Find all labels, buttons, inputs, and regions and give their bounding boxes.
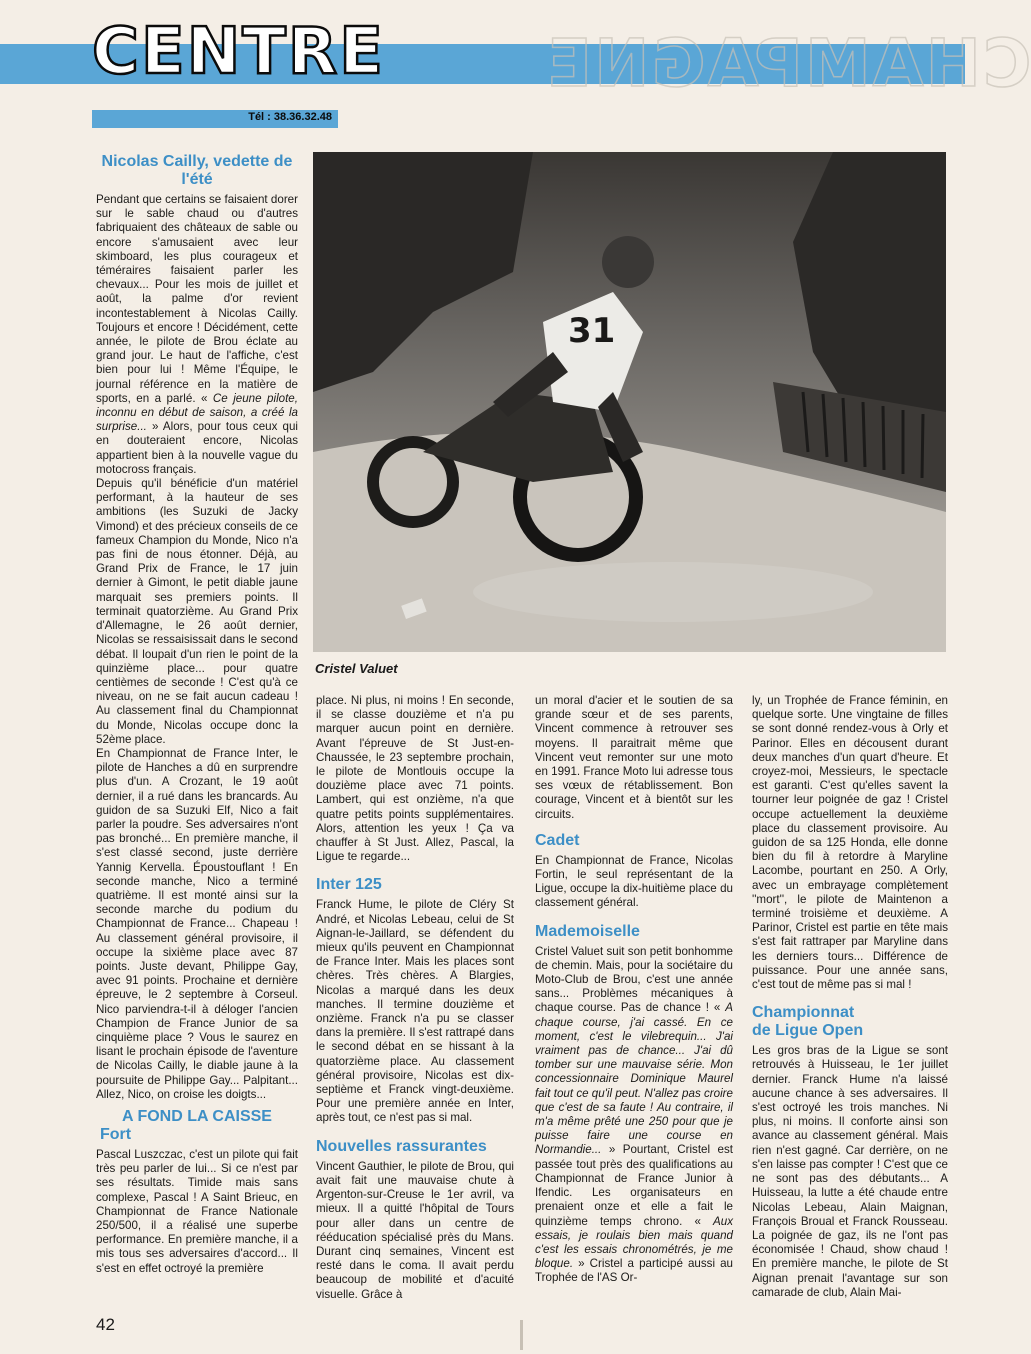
quote: Aux essais, je roulais bien mais quand c'est les essais chronométrés, je me bloque. [535,1214,733,1271]
phone-bar [92,110,338,128]
paragraph: Les gros bras de la Ligue se sont retrouvés à Huisseau, le 1er juillet dernier. Franck Hume n'a laissé aucune chance à ses adversaires. Il s'est octroyé les trois manches. Ni plus, ni moins. Il conforte ainsi son avance au classement général. Mais rien n'est gagné. Car derrière, on ne s'en laisse pas compter ! C'est que ce ne sont pas des débutants... A Huisseau, la lutte a été chaude entre Nicolas Lebeau, Alain Maignan, François Broual et Franck Rousseau. La poignée de gaz, ils ne l'ont pas économisée ! Chaud, show chaud ! En première manche, le pilote de St Aignan prenait l'avantage sur son camarade de club, Alain Mai- [752,1044,948,1299]
paragraph [535,945,733,1286]
paragraph: ly, un Trophée de France féminin, en quelque sorte. Une vingtaine de filles se sont donné rendez-vous à Orly et Parinor. Elles en décousent durant deux manches d'un quart d'heure. Et croyez-moi, Messieurs, le spectacle est garanti. C'est qu'elles savent la tourner leur poignée de gaz ! Cristel occupe actuellement la deuxième place du classement provisoire. Au guidon de sa 125 Honda, elle donne bien du fil à retordre à Maryline Lacombe, pourtant en 250. A Orly, avec un embrayage complètement ''mort'', le pilote de Maintenon a terminé troisième et deuxième. A Parinor, Cristel est partie en tête mais s'est fait rattraper par Maryline dans les derniers tours... Différence de puissance. Pour une année sans, c'est tout de même pas si mal ! [752,694,948,992]
text-run: » Pourtant, Cristel est passée tout près des qualifications au Championnat de France Junior à Ifendic. Les organisateurs en prenaient onze et elle a fait le quinzième temps chrono. « [535,1143,733,1228]
svg-text:31: 31 [568,311,616,351]
paragraph [96,193,298,477]
heading-cadet: Cadet [535,831,580,849]
paragraph: un moral d'acier et le soutien de sa grande sœur et de ses parents, Vincent commence à retrouver ses moyens. Il paraitrait même que Vincent veut remonter sur une moto en 1991. France Moto lui adresse tous ses vœux de rétablissement. Bon courage, Vincent et à bientôt sur les circuits. [535,694,733,821]
text-run: » Cristel a participé aussi au Trophée de l'AS Or- [535,1257,733,1285]
column-3 [535,694,733,1286]
heading-mademoiselle: Mademoiselle [535,922,640,940]
quote: Ce jeune pilote, inconnu en début de saison, a créé la surprise... [96,391,298,434]
page-number: 42 [96,1315,115,1334]
heading-a-fond-la-caisse: A FOND LA CAISSE [122,1108,272,1125]
quote: A chaque course, j'ai cassé. En ce moment, c'est le vilebrequin... J'ai vraiment pas de chance... J'ai dû tomber sur une mauvaise série. Mon concessionnaire Dominique Maurel fait tout ce qu'il peut. N'allez pas croire que c'est de sa faute ! Au contraire, il m'a même prêté une 250 pour que je puisse faire une course en Normandie... [535,1001,733,1157]
paragraph: Depuis qu'il bénéficie d'un matériel performant, à la hauteur de ses ambitions (les Suzuki de Jacky Vimond) et des précieux conseils de ce fameux Champion du Monde, Nico n'a pas fini de nous étonner. Déjà, au Grand Prix de France, le 17 juin dernier à Gimont, le petit diable jaune marquait ses premiers points. Il terminait quatorzième. Au Grand Prix d'Allemagne, le 26 août dernier, Nicolas se ressaisissait dans le second débat. Il loupait d'un rien le point de la quinzième place... pour quatre centièmes de seconde ! C'est qu'à ce niveau, on ne se fait aucun cadeau ! Au classement final du Championnat du Monde, Nicolas occupe donc la 52ème place. [96,477,298,746]
heading-nouvelles-rassurantes: Nouvelles rassurantes [316,1137,487,1155]
section-title: CENTRE [92,15,385,89]
paragraph: Pascal Luszczac, c'est un pilote qui fait très peu parler de lui... Si ce n'est par ses résultats. Timide mais sans complexe, Pascal ! A Saint Brieuc, en Championnat de France Nationale 250/500, il a réalisé une superbe performance. En première manche, il a mis tous ses adversaires d'accord... Il s'est en effet octroyé la première [96,1148,298,1275]
paragraph: En Championnat de France Inter, le pilote de Hanches a dû en surprendre plus d'un. A Crozant, le 19 août dernier, il a rué dans les brancards. Au guidon de sa Suzuki Elf, Nico a fait parler la poudre. Ses adversaires n'ont pas bronché... En première manche, il s'est classé second, juste derrière Yannig Kervella. Époustouflant ! En seconde manche, Nico a terminé quatrième. Il est monté ainsi sur la seconde marche du podium du Championnat de France... Chapeau ! Au classement général provisoire, il occupe la sixième place avec 87 points. Juste devant, Philippe Gay, avec 91 points. Prochaine et dernière épreuve, le 2 septembre à Corseul. Nico parviendra-t-il à déloger l'ancien Champion de France Junior de sa cinquième place ? Vous le saurez en lisant le prochain épisode de l'aventure de Nicolas Cailly, le diable jaune à la poursuite de Philippe Gay... Palpitant... Allez, Nico, on croise les doigts... [96,746,298,1101]
heading-fort: Fort [100,1126,132,1143]
heading-de-ligue-open: de Ligue Open [752,1022,864,1040]
column-2 [316,694,514,1302]
motocross-photo [313,152,946,652]
heading-nicolas-cailly: Nicolas Cailly, vedette de l'été [101,153,293,188]
text-run: » Alors, pour tous ceux qui en douteraient encore, Nicolas appartient bien à la nouvelle vague du motocross français. [96,420,298,476]
phone-number: Tél : 38.36.32.48 [248,111,332,123]
heading-inter-125: Inter 125 [316,876,382,894]
heading-championnat: Championnat [752,1004,855,1022]
text-run: Cristel Valuet suit son petit bonhomme de chemin. Mais, pour la sociétaire du Moto-Club de Brou, c'est une année sans... Problèmes mécaniques à chaque course. Pas de chance ! « [535,944,733,1015]
paragraph: En Championnat de France, Nicolas Fortin, le seul représentant de la Ligue, occupe la dix-huitième place du classement général. [535,853,733,910]
paragraph: Vincent Gauthier, le pilote de Brou, qui avait fait une mauvaise chute à Argenton-sur-Creuse le 1er avril, va mieux. Il a quitté l'hôpital de Tours pour aller dans un centre de rééducation spécialisé près du Mans. Durant cinq semaines, Vincent est resté dans le coma. Il avait perdu beaucoup de mobilité et d'acuité visuelle. Grâce à [316,1159,514,1301]
paragraph: Franck Hume, le pilote de Cléry St André, et Nicolas Lebeau, celui de St Aignan-le-Jaillard, se défendent du mieux qu'ils peuvent en Championnat de France Inter. Mais les places sont chères. Très chères. A Blargies, Nicolas a marqué dans les deux manches. Il termine douzième et onzième. Franck n'a pu se classer dans la première. Il s'est rattrapé dans le second débat en se hissant à la quatorzième place. Au classement général provisoire, Nicolas est dix-septième et Franck vingt-deuxième. Pour une première année en Inter, après tout, ce n'est pas si mal. [316,898,514,1125]
photo-caption: Cristel Valuet [315,661,398,676]
column-1 [96,153,298,1276]
gutter-mark [520,1320,523,1350]
motocross-rider-illustration [313,152,946,652]
column-4 [752,694,948,1300]
bleed-through-title: CHAMPAGNE [545,25,1031,102]
text-run: Pendant que certains se faisaient dorer sur le sable chaud ou d'autres fabriquaient des châteaux de sable ou encore s'amusaient avec leur skimboard, les plus courageux et téméraires faisaient parler les chevaux... Pour les mois de juillet et août, la palme d'or revient incontestablement à Nicolas Cailly. Toujours et encore ! Décidément, cette année, le pilote de Brou éclate au grand jour. Le haut de l'affiche, c'est bien pour lui ! Même l'Équipe, le journal référence en la matière de sports, en a parlé. « [96,193,298,405]
paragraph: place. Ni plus, ni moins ! En seconde, il se classe douzième et n'a pu marquer aucun point en dernière. Avant l'épreuve de St Just-en-Chaussée, le 23 septembre prochain, le pilote de Montlouis occupe la douzième place avec 71 points. Lambert, qui est onzième, n'a que quatre petits points supplémentaires. Alors, attention les yeux ! Ça va chauffer à St Just. Allez, Pascal, la Ligue te regarde... [316,694,514,864]
